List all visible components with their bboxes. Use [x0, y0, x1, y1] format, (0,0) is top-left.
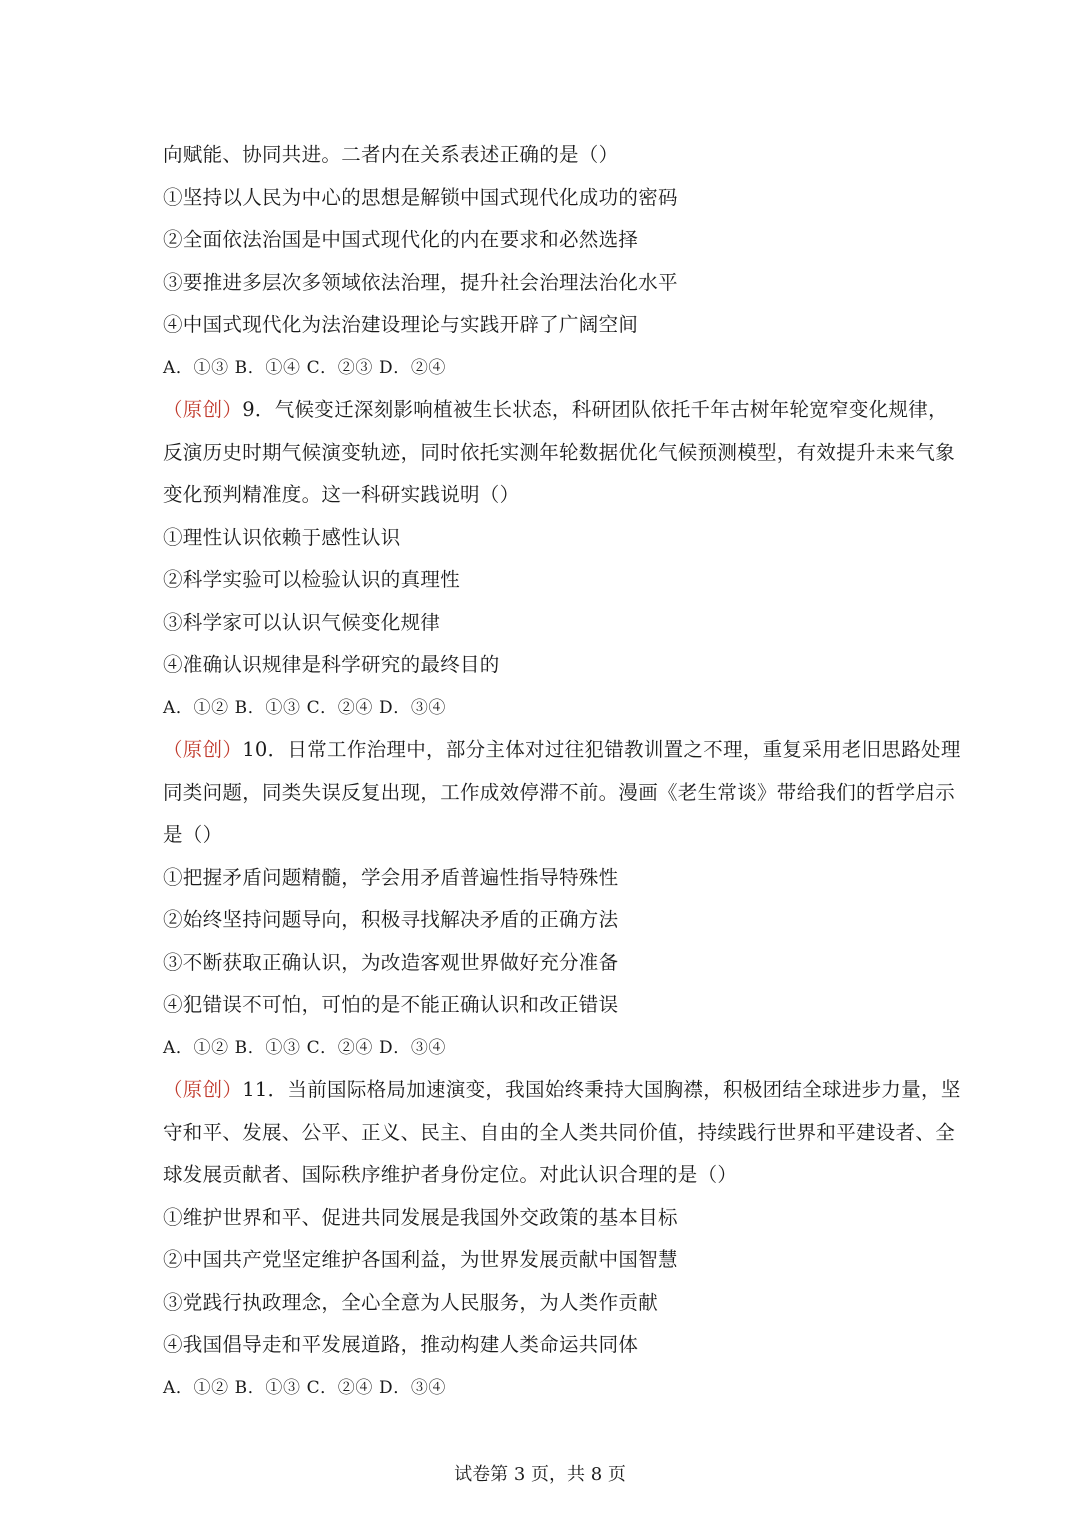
option-2: ②全面依法治国是中国式现代化的内在要求和必然选择 — [163, 228, 639, 251]
option-3: ③科学家可以认识气候变化规律 — [163, 610, 441, 634]
option-2: ②科学实验可以检验认识的真理性 — [163, 568, 461, 591]
option-1: ①维护世界和平、促进共同发展是我国外交政策的基本目标 — [163, 1205, 678, 1229]
question-stem-text: 11．当前国际格局加速演变，我国始终秉持大国胸襟，积极团结全球进步力量，坚 — [242, 1078, 961, 1101]
answer-choices: A．①② B．①③ C．②④ D．③④ — [163, 697, 447, 718]
option-3: ③党践行执政理念，全心全意为人民服务，为人类作贡献 — [163, 1290, 659, 1314]
question-stem-text: 9．气候变迁深刻影响植被生长状态，科研团队依托千年古树年轮宽窄变化规律， — [242, 398, 948, 421]
question-stem-line: 同类问题，同类失误反复出现，工作成效停滞不前。漫画《老生常谈》带给我们的哲学启示 — [163, 780, 956, 804]
question-stem-line: 是（） — [163, 823, 223, 846]
question-stem-line: 变化预判精准度。这一科研实践说明（） — [163, 483, 520, 506]
option-1: ①把握矛盾问题精髓，学会用矛盾普遍性指导特殊性 — [163, 865, 619, 889]
question-11 — [163, 1069, 961, 1409]
option-1: ①理性认识依赖于感性认识 — [163, 525, 401, 549]
option-4: ④中国式现代化为法治建设理论与实践开辟了广阔空间 — [163, 313, 639, 336]
question-stem-text: 10．日常工作治理中，部分主体对过往犯错教训置之不理，重复采用老旧思路处理 — [242, 738, 961, 761]
question-stem-line — [163, 729, 961, 772]
question-stem-line: 守和平、发展、公平、正义、民主、自由的全人类共同价值，持续践行世界和平建设者、全 — [163, 1120, 956, 1144]
answer-choices: A．①② B．①③ C．②④ D．③④ — [163, 1037, 447, 1058]
option-3: ③不断获取正确认识，为改造客观世界做好充分准备 — [163, 950, 619, 974]
question-9 — [163, 389, 956, 729]
question-stem-line — [163, 389, 948, 432]
question-stem-line: 向赋能、协同共进。二者内在关系表述正确的是（） — [163, 143, 619, 166]
original-tag: （原创） — [163, 398, 243, 421]
original-tag: （原创） — [163, 1078, 243, 1101]
answer-choices: A．①② B．①③ C．②④ D．③④ — [163, 1377, 447, 1398]
question-10 — [163, 729, 961, 1069]
answer-choices: A．①③ B．①④ C．②③ D．②④ — [163, 357, 447, 378]
option-2: ②始终坚持问题导向，积极寻找解决矛盾的正确方法 — [163, 908, 619, 931]
option-4: ④准确认识规律是科学研究的最终目的 — [163, 653, 500, 676]
page-content — [163, 134, 961, 1409]
original-tag: （原创） — [163, 738, 243, 761]
option-1: ①坚持以人民为中心的思想是解锁中国式现代化成功的密码 — [163, 185, 678, 209]
option-4: ④我国倡导走和平发展道路，推动构建人类命运共同体 — [163, 1333, 639, 1356]
page-footer: 试卷第 3 页，共 8 页 — [454, 1464, 626, 1485]
question-stem-line — [163, 1069, 961, 1112]
option-3: ③要推进多层次多领域依法治理，提升社会治理法治化水平 — [163, 270, 678, 294]
question-8 — [163, 134, 923, 389]
question-stem-line: 球发展贡献者、国际秩序维护者身份定位。对此认识合理的是（） — [163, 1163, 738, 1186]
option-2: ②中国共产党坚定维护各国利益，为世界发展贡献中国智慧 — [163, 1248, 678, 1271]
option-4: ④犯错误不可怕，可怕的是不能正确认识和改正错误 — [163, 993, 619, 1016]
question-stem-line: 反演历史时期气候演变轨迹，同时依托实测年轮数据优化气候预测模型，有效提升未来气象 — [163, 440, 956, 464]
